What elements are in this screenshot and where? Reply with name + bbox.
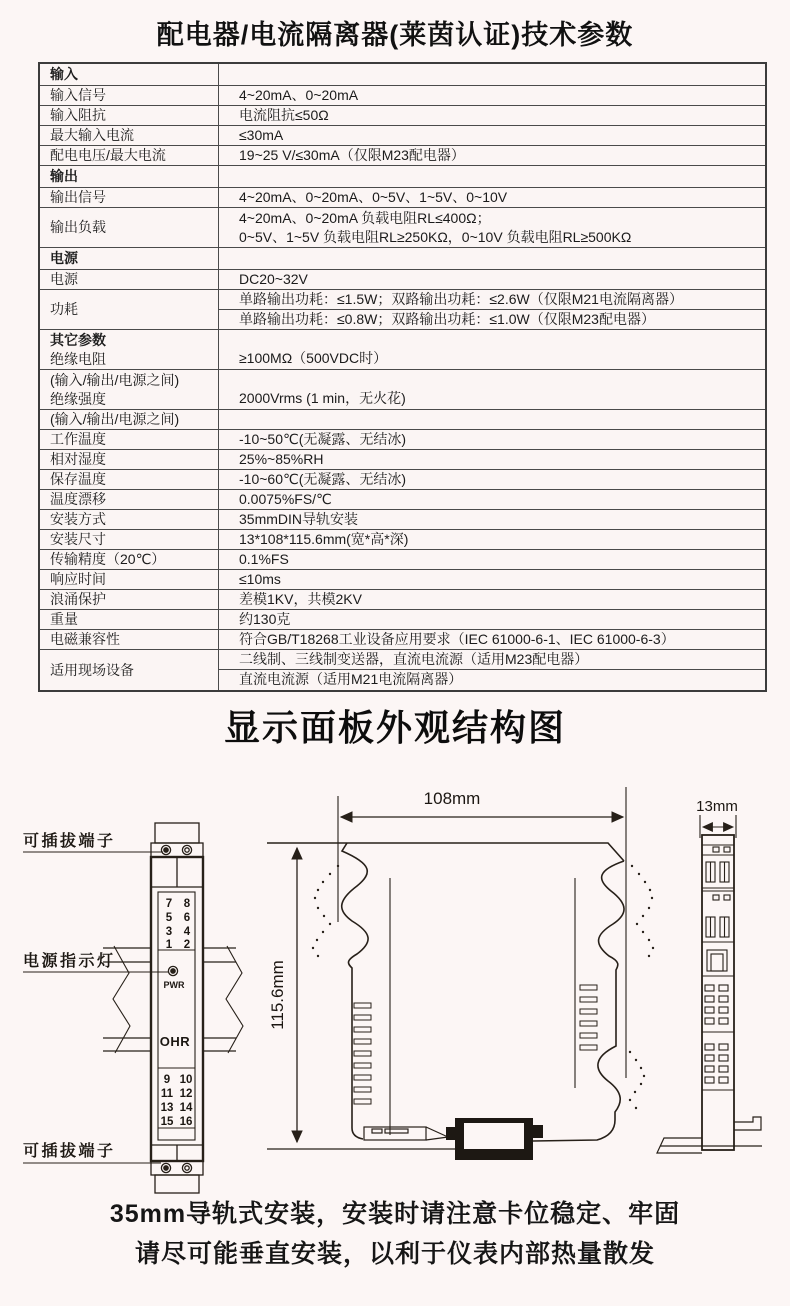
param-value: 差模1KV，共模2KV (239, 591, 362, 607)
svg-text:15: 15 (160, 1116, 174, 1128)
param-label: 输入信号 (50, 87, 106, 103)
param-label: 输出负载 (50, 219, 106, 235)
vent-slots-left (354, 1003, 371, 1104)
svg-text:3: 3 (165, 926, 173, 938)
table-row (40, 248, 765, 270)
param-label: 输出信号 (50, 189, 106, 205)
table-row (40, 430, 765, 450)
install-note (0, 1194, 790, 1274)
svg-text:4: 4 (183, 926, 191, 938)
section-label: 其它参数 (50, 331, 106, 348)
top-terminal-cap (155, 823, 199, 843)
screw-icon (164, 1166, 168, 1170)
svg-text:10: 10 (179, 1074, 193, 1086)
svg-text:14: 14 (179, 1102, 193, 1114)
param-label: 传输精度（20℃） (50, 551, 166, 567)
table-row (40, 570, 765, 590)
label-power-indicator: 电源指示灯 (23, 953, 116, 970)
table-row (40, 208, 765, 248)
label-pluggable-terminal-top: 可插拔端子 (23, 833, 116, 850)
table-row (40, 290, 765, 330)
param-value: 0.0075%FS/℃ (239, 491, 332, 507)
side-narrow-view (657, 798, 762, 1153)
housing-right-edge (533, 861, 624, 1141)
param-label: 响应时间 (50, 571, 106, 587)
table-row (40, 370, 765, 410)
table-row (40, 64, 765, 86)
brand-logo: OHR (159, 1034, 191, 1049)
param-label-note: (输入/输出/电源之间) (50, 411, 180, 427)
rail-cross-section (657, 1117, 762, 1153)
svg-text:2: 2 (183, 939, 191, 951)
terminal-numbers-bottom (161, 1074, 193, 1128)
pwr-label: PWR (163, 980, 185, 990)
table-row (40, 530, 765, 550)
screw-icon (182, 845, 191, 854)
table-row (40, 490, 765, 510)
din-latch-slider (364, 1127, 455, 1140)
screw-icon (185, 1166, 189, 1170)
bottom-terminal-cap (155, 1175, 199, 1193)
housing-left-edge (342, 843, 368, 1139)
spec-table (38, 62, 767, 692)
param-value: -10~60℃(无凝露、无结冰) (239, 471, 407, 487)
param-label: 功耗 (50, 301, 78, 317)
dimension-height (268, 848, 297, 1142)
table-row (40, 188, 765, 208)
param-value: 单路输出功耗：≤1.5W；双路输出功耗：≤2.6W（仅限M21电流隔离器） (219, 290, 765, 310)
table-row (40, 450, 765, 470)
param-label: 电磁兼容性 (50, 631, 120, 647)
param-value: 2000Vrms (1 min，无火花) (239, 390, 406, 406)
svg-text:5: 5 (165, 912, 173, 924)
top-screw-strip (151, 843, 203, 857)
param-value: 25%~85%RH (239, 451, 324, 467)
install-note-line1: 35mm导轨式安装，安装时请注意卡位稳定、牢固 (109, 1200, 681, 1228)
din-rail-right (203, 946, 243, 1053)
param-label-note: (输入/输出/电源之间) (50, 371, 180, 388)
param-label: 重量 (50, 611, 78, 627)
svg-text:1: 1 (165, 939, 173, 951)
param-value: 0~5V、1~5V 负载电阻RL≥250KΩ，0~10V 负载电阻RL≥500KΩ (239, 228, 632, 245)
table-row (40, 590, 765, 610)
param-value: 19~25 V/≤30mA（仅限M23配电器） (239, 147, 465, 163)
housing-top-edge (267, 843, 624, 861)
param-label: 安装尺寸 (50, 531, 106, 547)
install-note-line2: 请尽可能垂直安装，以利于仪表内部热量散发 (134, 1240, 655, 1268)
param-value: DC20~32V (239, 271, 308, 287)
param-label: 适用现场设备 (50, 661, 134, 678)
table-row (40, 106, 765, 126)
param-label: 最大输入电流 (50, 127, 134, 143)
terminal-numbers-top (166, 898, 191, 951)
front-view (23, 823, 243, 1193)
table-row (40, 550, 765, 570)
dim-13mm-label: 13mm (696, 798, 738, 815)
param-value: 0.1%FS (239, 551, 289, 567)
table-row (40, 126, 765, 146)
param-label: 保存温度 (50, 471, 106, 487)
param-value: ≥100MΩ（500VDC时） (239, 350, 388, 366)
vent-slots-right (580, 985, 597, 1050)
dimension-width (338, 787, 626, 1078)
param-value: -10~50℃(无凝露、无结冰) (239, 431, 407, 447)
din-rail-clip (446, 1118, 543, 1160)
table-row (40, 270, 765, 290)
power-led-icon (171, 969, 175, 973)
table-row (40, 330, 765, 370)
param-value: 直流电流源（适用M21电流隔离器） (239, 671, 463, 687)
svg-text:8: 8 (183, 898, 191, 910)
narrow-vent-slots (705, 1044, 728, 1083)
table-row (40, 166, 765, 188)
param-label: 安装方式 (50, 511, 106, 527)
param-value: 电流阻抗≤50Ω (239, 107, 329, 123)
svg-text:12: 12 (179, 1088, 193, 1100)
svg-text:9: 9 (163, 1074, 171, 1086)
param-label: 电源 (50, 271, 78, 287)
param-value: 二线制、三线制变送器，直流电流源（适用M23配电器） (219, 650, 765, 670)
param-label: 输出 (50, 168, 78, 184)
param-value: 35mmDIN导轨安装 (239, 511, 359, 527)
param-label: 绝缘电阻 (50, 350, 106, 367)
param-value: 符合GB/T18268工业设备应用要求（IEC 61000-6-1、IEC 61000-6-3） (239, 631, 675, 647)
param-label: 浪涌保护 (50, 591, 106, 607)
diagram-section-title: 显示面板外观结构图 (223, 707, 566, 748)
dim-108mm-label: 108mm (423, 789, 481, 808)
screw-icon (185, 848, 189, 852)
svg-text:16: 16 (179, 1116, 193, 1128)
param-value: 单路输出功耗：≤0.8W；双路输出功耗：≤1.0W（仅限M23配电器） (239, 311, 655, 327)
svg-text:6: 6 (183, 912, 191, 924)
screw-icon (182, 1163, 191, 1172)
param-label: 温度漂移 (50, 491, 106, 507)
param-value: 4~20mA、0~20mA (239, 87, 359, 103)
table-row (40, 510, 765, 530)
narrow-vent-slots (705, 985, 728, 1024)
dimension-depth (696, 798, 738, 838)
param-label: 绝缘强度 (50, 390, 106, 407)
svg-text:13: 13 (160, 1102, 174, 1114)
param-value: 4~20mA、0~20mA 负载电阻RL≤400Ω； (239, 209, 491, 226)
param-label: 相对湿度 (50, 451, 106, 467)
side-profile-view (267, 787, 654, 1160)
param-label: 配电电压/最大电流 (50, 147, 166, 163)
table-row (40, 86, 765, 106)
table-row (40, 610, 765, 630)
perforation-dots (312, 865, 654, 1109)
param-value: 13*108*115.6mm(宽*高*深) (239, 531, 409, 547)
param-label: 输入 (50, 66, 78, 82)
param-label: 输入阻抗 (50, 107, 106, 123)
svg-text:11: 11 (160, 1088, 174, 1100)
screw-icon (164, 848, 168, 852)
param-value: 4~20mA、0~20mA、0~5V、1~5V、0~10V (239, 189, 508, 205)
svg-text:7: 7 (165, 898, 173, 910)
table-row (40, 146, 765, 166)
table-row (40, 470, 765, 490)
table-row (40, 630, 765, 650)
param-value: ≤10ms (239, 571, 281, 587)
param-label: 电源 (50, 250, 78, 266)
dim-115-6mm-label: 115.6mm (268, 960, 287, 1030)
param-value: 约130克 (239, 611, 291, 627)
table-row (40, 650, 765, 690)
page-title: 配电器/电流隔离器(莱茵认证)技术参数 (156, 20, 634, 50)
param-value: ≤30mA (239, 127, 284, 143)
table-row (40, 410, 765, 430)
label-pluggable-terminal-bottom: 可插拔端子 (23, 1143, 116, 1160)
structure-diagram (0, 770, 790, 1200)
param-label: 工作温度 (50, 431, 106, 447)
